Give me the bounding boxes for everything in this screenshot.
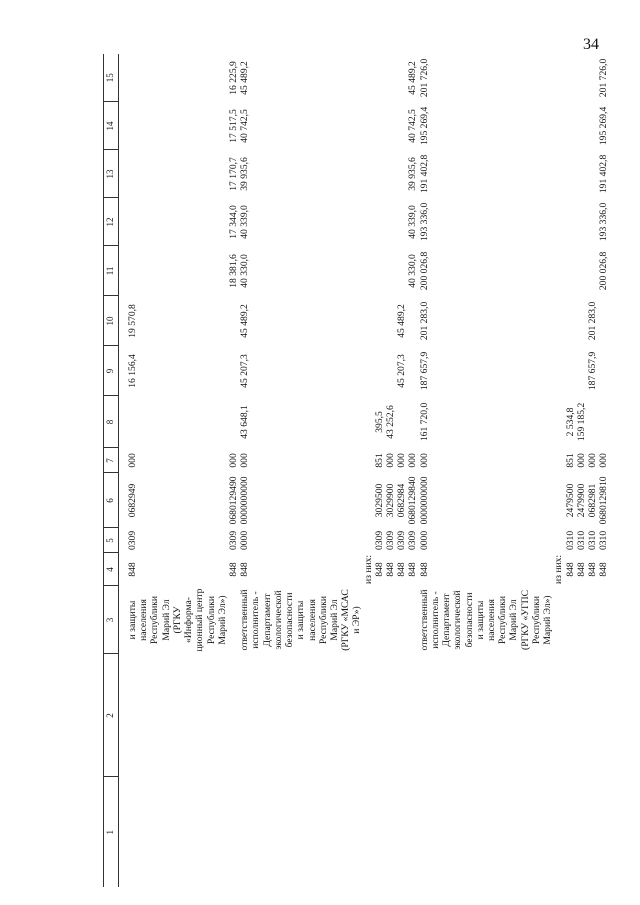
cell-c12 bbox=[396, 198, 407, 246]
cell-c5: 0000 bbox=[418, 530, 430, 551]
cell-c13 bbox=[576, 150, 587, 198]
table-row bbox=[228, 54, 239, 887]
cell-c9: 187 657,9 bbox=[418, 351, 430, 391]
cell-c7: 000 bbox=[127, 453, 138, 468]
cell-c14: 40 742,5 bbox=[407, 109, 419, 143]
cell-c12 bbox=[374, 198, 385, 246]
cell-c5 bbox=[363, 528, 374, 553]
cell-c10 bbox=[228, 296, 239, 346]
cell-c9 bbox=[228, 346, 239, 396]
empty-cell bbox=[363, 777, 374, 887]
cell-c8: 161 720,0 bbox=[418, 402, 430, 442]
cell-c11 bbox=[565, 246, 576, 296]
table-row bbox=[363, 54, 374, 887]
cell-c3 bbox=[396, 586, 407, 654]
cell-c6: 0000000000 bbox=[418, 476, 430, 525]
cell-c12 bbox=[363, 198, 374, 246]
cell-c6: 0680129840 bbox=[407, 476, 419, 525]
cell-c6: 0000000000 bbox=[239, 476, 251, 525]
cell-c3: и защиты населения Республики Марий Эл (РГКУ «Информа- ционный центр Республики Марий Эл») bbox=[127, 588, 228, 652]
empty-cell bbox=[374, 654, 385, 777]
cell-c15 bbox=[587, 54, 598, 102]
empty-cell bbox=[228, 777, 239, 887]
cell-c4: 848 bbox=[127, 562, 138, 577]
cell-c9: 187 657,9 bbox=[586, 351, 598, 391]
cell-c12: 193 336,0 bbox=[598, 202, 610, 242]
cell-c5: 0310 bbox=[575, 530, 587, 551]
empty-cell bbox=[239, 654, 362, 777]
empty-cell bbox=[419, 777, 554, 887]
cell-c14 bbox=[396, 102, 407, 150]
cell-c7: 000 bbox=[598, 453, 610, 468]
cell-c12 bbox=[385, 198, 396, 246]
header-row bbox=[104, 54, 119, 887]
cell-c5: 0309 bbox=[396, 530, 408, 551]
header-cell: 7 bbox=[104, 448, 119, 473]
cell-c14: 195 269,4 bbox=[598, 106, 610, 146]
cell-c6 bbox=[363, 473, 374, 528]
cell-c11 bbox=[587, 246, 598, 296]
cell-c13 bbox=[396, 150, 407, 198]
cell-c14 bbox=[553, 102, 564, 150]
cell-c8 bbox=[407, 396, 418, 448]
cell-c14: 40 742,5 bbox=[239, 109, 251, 143]
cell-c11: 40 330,0 bbox=[407, 254, 419, 288]
cell-c15: 16 225,9 bbox=[227, 61, 239, 95]
cell-c13 bbox=[374, 150, 385, 198]
cell-c5: 0310 bbox=[598, 530, 610, 551]
cell-c9 bbox=[565, 346, 576, 396]
empty-cell bbox=[127, 777, 228, 887]
cell-c12: 17 344,0 bbox=[227, 205, 239, 239]
header-cell: 3 bbox=[104, 586, 119, 654]
cell-c10: 45 489,2 bbox=[239, 304, 251, 338]
cell-c5: 0309 bbox=[385, 530, 397, 551]
cell-c11 bbox=[363, 246, 374, 296]
cell-c5: 0000 bbox=[239, 530, 251, 551]
cell-c11 bbox=[396, 246, 407, 296]
cell-c7: 000 bbox=[396, 453, 408, 468]
empty-cell bbox=[598, 654, 609, 777]
cell-c7: 000 bbox=[227, 453, 239, 468]
table-row bbox=[239, 54, 362, 887]
cell-c9: 16 156,4 bbox=[127, 354, 138, 388]
cell-c3 bbox=[565, 586, 576, 654]
cell-c4: 848 bbox=[598, 562, 610, 577]
empty-cell bbox=[419, 654, 554, 777]
cell-c5: 0309 bbox=[373, 530, 385, 551]
cell-c13: 17 170,7 bbox=[227, 157, 239, 191]
cell-c15 bbox=[385, 54, 396, 102]
empty-cell bbox=[576, 777, 587, 887]
empty-cell bbox=[565, 777, 576, 887]
empty-cell bbox=[396, 654, 407, 777]
cell-c13 bbox=[553, 150, 564, 198]
cell-c8 bbox=[598, 396, 609, 448]
header-cell: 9 bbox=[104, 346, 119, 396]
cell-c12: 40 339,0 bbox=[407, 205, 419, 239]
cell-c4: 848 bbox=[396, 562, 408, 577]
cell-c5: 0310 bbox=[564, 530, 576, 551]
cell-c9 bbox=[576, 346, 587, 396]
cell-c11: 200 026,8 bbox=[598, 251, 610, 291]
cell-c9: 45 207,3 bbox=[239, 354, 251, 388]
cell-c4: 848 bbox=[564, 562, 576, 577]
table-row bbox=[553, 54, 564, 887]
cell-c7: 851 bbox=[564, 453, 576, 468]
cell-c6: 0682981 bbox=[586, 483, 598, 518]
cell-c13: 39 935,6 bbox=[407, 157, 419, 191]
cell-c9 bbox=[385, 346, 396, 396]
cell-c3: ответственный исполнитель - Департамент экологической безопасности и защиты населения Республики Марий Эл (РГКУ «МСАС и ЭР») bbox=[239, 589, 363, 651]
cell-c7 bbox=[553, 448, 564, 473]
cell-c9 bbox=[553, 346, 564, 396]
cell-c15 bbox=[576, 54, 587, 102]
cell-c5: 0310 bbox=[586, 530, 598, 551]
cell-c8 bbox=[363, 396, 374, 448]
cell-c7: 000 bbox=[239, 453, 251, 468]
table-row bbox=[598, 54, 609, 887]
cell-c3 bbox=[385, 586, 396, 654]
cell-c3: ответственный исполнитель - Департамент экологической безопасности и защиты населения Республики Марий Эл (РГКУ «УГПС Республики Марий Эл») bbox=[418, 589, 554, 651]
empty-cell bbox=[565, 654, 576, 777]
cell-c12 bbox=[553, 198, 564, 246]
cell-c3 bbox=[363, 586, 374, 654]
empty-cell bbox=[396, 777, 407, 887]
cell-c8: 43 648,1 bbox=[239, 405, 251, 439]
cell-c3 bbox=[598, 586, 609, 654]
cell-c8: 395,5 bbox=[373, 411, 385, 433]
cell-c10 bbox=[553, 296, 564, 346]
cell-c3 bbox=[553, 586, 564, 654]
header-cell: 13 bbox=[104, 150, 119, 198]
empty-cell bbox=[553, 777, 564, 887]
empty-cell bbox=[587, 654, 598, 777]
header-cell: 15 bbox=[104, 54, 119, 102]
page-number: 34 bbox=[583, 36, 599, 53]
cell-c12 bbox=[576, 198, 587, 246]
cell-c15 bbox=[565, 54, 576, 102]
table-row bbox=[565, 54, 576, 887]
cell-c8: 2 534,8 bbox=[564, 407, 576, 437]
cell-c4: из них: bbox=[553, 554, 565, 584]
empty-cell bbox=[228, 654, 239, 777]
table-row bbox=[576, 54, 587, 887]
cell-c4: из них: bbox=[362, 554, 374, 584]
cell-c15: 201 726,0 bbox=[418, 58, 430, 98]
cell-c8: 43 252,6 bbox=[385, 405, 397, 439]
cell-c12 bbox=[565, 198, 576, 246]
header-cell: 8 bbox=[104, 396, 119, 448]
cell-c11 bbox=[385, 246, 396, 296]
cell-c6: 0680129490 bbox=[227, 476, 239, 525]
cell-c15: 201 726,0 bbox=[598, 58, 610, 98]
empty-cell bbox=[576, 654, 587, 777]
cell-c3 bbox=[407, 586, 418, 654]
cell-c13 bbox=[127, 150, 228, 198]
header-cell: 5 bbox=[104, 528, 119, 553]
cell-c4: 848 bbox=[586, 562, 598, 577]
cell-c5: 0309 bbox=[127, 530, 138, 551]
budget-table bbox=[103, 54, 609, 887]
empty-cell bbox=[587, 777, 598, 887]
cell-c7: 000 bbox=[385, 453, 397, 468]
cell-c3 bbox=[228, 586, 239, 654]
table-row bbox=[374, 54, 385, 887]
table-row bbox=[396, 54, 407, 887]
cell-c13: 191 402,8 bbox=[598, 154, 610, 194]
cell-c6: 2479900 bbox=[575, 483, 587, 518]
cell-c4: 848 bbox=[373, 562, 385, 577]
cell-c9 bbox=[598, 346, 609, 396]
cell-c15 bbox=[396, 54, 407, 102]
header-cell: 14 bbox=[104, 102, 119, 150]
cell-c14 bbox=[374, 102, 385, 150]
cell-c5: 0309 bbox=[407, 530, 419, 551]
cell-c7: 000 bbox=[586, 453, 598, 468]
cell-c14 bbox=[385, 102, 396, 150]
cell-c14: 195 269,4 bbox=[418, 106, 430, 146]
cell-c7: 000 bbox=[407, 453, 419, 468]
table-row bbox=[407, 54, 418, 887]
cell-c6: 0680129810 bbox=[598, 476, 610, 525]
cell-c15 bbox=[374, 54, 385, 102]
empty-cell bbox=[407, 777, 418, 887]
table-row bbox=[385, 54, 396, 887]
cell-c14 bbox=[127, 102, 228, 150]
cell-c8 bbox=[587, 396, 598, 448]
cell-c3 bbox=[576, 586, 587, 654]
header-cell: 2 bbox=[104, 654, 119, 777]
cell-c14: 17 517,5 bbox=[227, 109, 239, 143]
cell-c10: 19 570,8 bbox=[127, 304, 138, 338]
cell-c10 bbox=[385, 296, 396, 346]
table-row bbox=[587, 54, 598, 887]
cell-c10 bbox=[565, 296, 576, 346]
header-cell: 11 bbox=[104, 246, 119, 296]
cell-c14 bbox=[565, 102, 576, 150]
cell-c13 bbox=[363, 150, 374, 198]
cell-c10 bbox=[598, 296, 609, 346]
cell-c10: 201 283,0 bbox=[418, 301, 430, 341]
cell-c15 bbox=[363, 54, 374, 102]
empty-cell bbox=[363, 654, 374, 777]
cell-c10 bbox=[374, 296, 385, 346]
cell-c3 bbox=[587, 586, 598, 654]
empty-cell bbox=[239, 777, 362, 887]
cell-c9 bbox=[374, 346, 385, 396]
cell-c15 bbox=[127, 54, 228, 102]
empty-cell bbox=[127, 654, 228, 777]
cell-c7: 000 bbox=[575, 453, 587, 468]
cell-c8 bbox=[228, 396, 239, 448]
cell-c13: 39 935,6 bbox=[239, 157, 251, 191]
cell-c4: 848 bbox=[575, 562, 587, 577]
header-cell: 12 bbox=[104, 198, 119, 246]
header-cell: 6 bbox=[104, 473, 119, 528]
cell-c10: 201 283,0 bbox=[586, 301, 598, 341]
cell-c4: 848 bbox=[239, 562, 251, 577]
cell-c6: 3029900 bbox=[385, 483, 397, 518]
cell-c13 bbox=[565, 150, 576, 198]
cell-c10 bbox=[363, 296, 374, 346]
cell-c11 bbox=[374, 246, 385, 296]
cell-c10 bbox=[576, 296, 587, 346]
cell-c12: 40 339,0 bbox=[239, 205, 251, 239]
cell-c14 bbox=[363, 102, 374, 150]
cell-c10 bbox=[407, 296, 418, 346]
header-cell: 4 bbox=[104, 553, 119, 586]
cell-c7: 851 bbox=[373, 453, 385, 468]
cell-c7: 000 bbox=[418, 453, 430, 468]
cell-c11: 200 026,8 bbox=[418, 251, 430, 291]
empty-cell bbox=[598, 777, 609, 887]
header-cell: 1 bbox=[104, 777, 119, 887]
cell-c11: 18 381,6 bbox=[227, 254, 239, 288]
cell-c7 bbox=[363, 448, 374, 473]
cell-c15: 45 489,2 bbox=[239, 61, 251, 95]
cell-c5 bbox=[553, 528, 564, 553]
cell-c6: 0682949 bbox=[127, 483, 138, 518]
table-row bbox=[419, 54, 554, 887]
cell-c6 bbox=[553, 473, 564, 528]
cell-c11: 40 330,0 bbox=[239, 254, 251, 288]
cell-c12 bbox=[587, 198, 598, 246]
empty-cell bbox=[553, 654, 564, 777]
cell-c6: 3029500 bbox=[373, 483, 385, 518]
empty-cell bbox=[385, 654, 396, 777]
cell-c11 bbox=[576, 246, 587, 296]
cell-c4: 848 bbox=[418, 562, 430, 577]
cell-c8 bbox=[553, 396, 564, 448]
table-row bbox=[127, 54, 228, 887]
cell-c11 bbox=[127, 246, 228, 296]
cell-c14 bbox=[576, 102, 587, 150]
cell-c8 bbox=[127, 396, 228, 448]
cell-c12 bbox=[127, 198, 228, 246]
cell-c13 bbox=[385, 150, 396, 198]
cell-c15 bbox=[553, 54, 564, 102]
cell-c3 bbox=[374, 586, 385, 654]
cell-c4: 848 bbox=[227, 562, 239, 577]
cell-c9: 45 207,3 bbox=[396, 354, 408, 388]
cell-c6: 2479500 bbox=[564, 483, 576, 518]
empty-cell bbox=[374, 777, 385, 887]
cell-c15: 45 489,2 bbox=[407, 61, 419, 95]
cell-c4: 848 bbox=[385, 562, 397, 577]
cell-c9 bbox=[407, 346, 418, 396]
cell-c13: 191 402,8 bbox=[418, 154, 430, 194]
cell-c14 bbox=[587, 102, 598, 150]
cell-c8 bbox=[396, 396, 407, 448]
cell-c11 bbox=[553, 246, 564, 296]
cell-c8: 159 185,2 bbox=[575, 402, 587, 442]
cell-c12: 193 336,0 bbox=[418, 202, 430, 242]
cell-c9 bbox=[363, 346, 374, 396]
header-cell: 10 bbox=[104, 296, 119, 346]
empty-cell bbox=[407, 654, 418, 777]
cell-c10: 45 489,2 bbox=[396, 304, 408, 338]
cell-c6: 0682984 bbox=[396, 483, 408, 518]
cell-c13 bbox=[587, 150, 598, 198]
empty-cell bbox=[385, 777, 396, 887]
cell-c5: 0309 bbox=[227, 530, 239, 551]
cell-c4: 848 bbox=[407, 562, 419, 577]
